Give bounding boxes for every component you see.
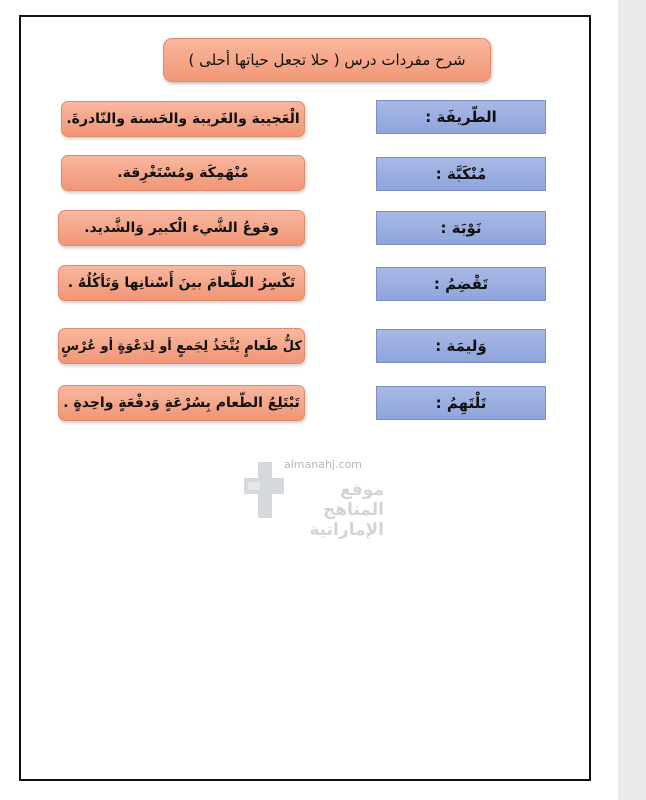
definition-box: الْعَجيبة والغَريبة والحَسنة والنّادرةَ. bbox=[61, 101, 305, 137]
watermark-url: almanahj.com bbox=[284, 458, 362, 471]
term-box: تَقْضِمُ : bbox=[376, 267, 546, 301]
watermark-logo-icon bbox=[244, 462, 284, 522]
term-box: تَلْتَهِمُ : bbox=[376, 386, 546, 420]
definition-box: كلُّ طَعامٍ يُتَّخَذُ لِجَمعٍ أو لِدَعْوَةٍ أو عُرْسٍ bbox=[58, 328, 305, 364]
definition-box: مُنْهَمِكَة ومُسْتَغْرِقة. bbox=[61, 155, 305, 191]
definition-box: تَبْتَلِعُ الطّعام بِسُرْعَةٍ وَدفْعَةٍ واحِدةٍ . bbox=[58, 385, 305, 421]
definition-box: تَكْسِرُ الطَّعامَ بينَ أَسْنانِها وَتَأكُلُهُ . bbox=[58, 265, 305, 301]
site-watermark bbox=[244, 458, 384, 540]
term-box: نَوْبَة : bbox=[376, 211, 546, 245]
term-box: الطّريفَة : bbox=[376, 100, 546, 134]
term-box: مُنْكَبَّة : bbox=[376, 157, 546, 191]
watermark-text: موقع المناهج الإماراتية bbox=[309, 480, 384, 540]
definition-box: وقوعُ الشَّيء الْكبير وَالشَّديد. bbox=[58, 210, 305, 246]
lesson-title: شرح مفردات درس ( حلا تجعل حياتها أحلى ) bbox=[163, 38, 491, 82]
viewer-side-strip bbox=[618, 0, 646, 800]
term-box: وَليمَة : bbox=[376, 329, 546, 363]
